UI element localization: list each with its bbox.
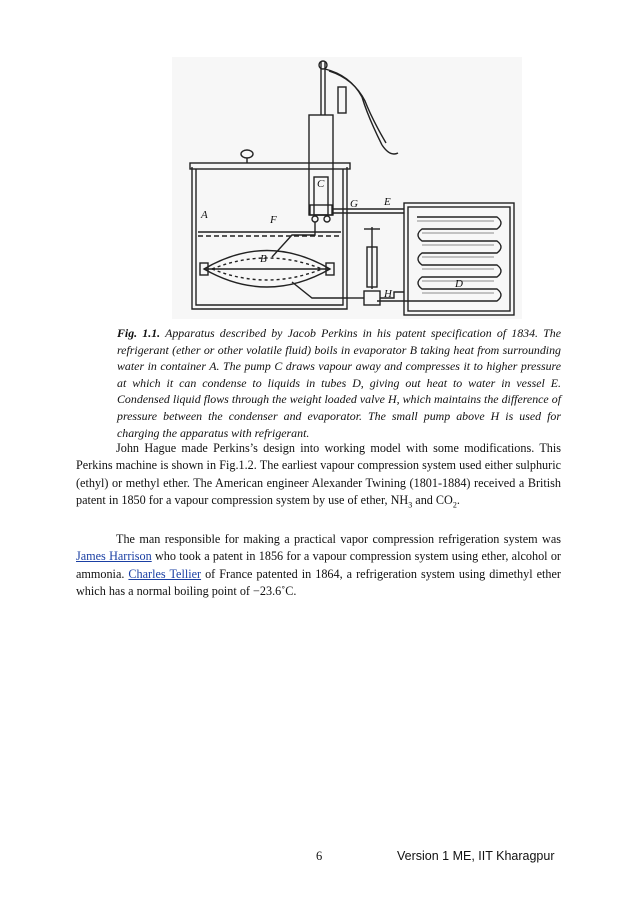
- link-charles-tellier[interactable]: Charles Tellier: [128, 566, 202, 581]
- label-e: E: [384, 196, 391, 208]
- p1-sub-co2: 2: [452, 500, 457, 510]
- caption-label: Fig. 1.1.: [117, 326, 161, 340]
- apparatus-illustration: [172, 57, 522, 319]
- p1-sub-nh3: 3: [408, 500, 413, 510]
- p1-text-c: .: [456, 492, 460, 507]
- label-d: D: [455, 278, 463, 290]
- paragraph-harrison: [76, 531, 561, 600]
- caption-text: Apparatus described by Jacob Perkins in his patent specification of 1834. The refrigerant (ether or other volatile fluid) boils in evaporator B taking heat from surrounding water in container A. The pump C draws vapour away and compresses it to higher pressure at which it can condense to liquids in tubes D, giving out heat to water in vessel E. Condensed liquid flows through the weight loaded valve H, which maintains the difference of pressure between the condenser and evaporator. The small pump above H is used for charging the apparatus with refrigerant.: [117, 326, 561, 440]
- figure-caption: [117, 325, 561, 441]
- link-james-harrison[interactable]: James Harrison: [76, 549, 152, 564]
- label-a: A: [201, 209, 208, 221]
- p1-text-a: John Hague made Perkins’s design into working model with some modifications. This Perkins machine is shown in Fig.1.2. The earliest vapour compression system used either sulphuric (ethyl) or methyl ether. The American engineer Alexander Twining (1801-1884) received a British patent in 1850 for a vapour compression system by use of ether, NH: [76, 441, 561, 507]
- label-c: C: [317, 178, 325, 190]
- paragraph-hague: [76, 440, 561, 509]
- p1-text-b: and CO: [412, 492, 453, 507]
- label-f: F: [270, 214, 277, 226]
- perkins-apparatus-figure: [172, 57, 522, 319]
- page-number: 6: [316, 849, 323, 863]
- label-h: H: [384, 288, 392, 300]
- p2-text-a: The man responsible for making a practical vapor compression refrigeration system was: [116, 532, 561, 546]
- p2-text-c: of France patented in 1864, a refrigeration system using dimethyl ether which has a normal boiling point of −23.6˚C.: [76, 566, 561, 598]
- label-g: G: [350, 198, 358, 210]
- label-b: B: [260, 253, 267, 265]
- footer-version: Version 1 ME, IIT Kharagpur: [397, 849, 555, 863]
- p2-text-b: who took a patent in 1856 for a vapour compression system using ether, alcohol or ammonia.: [76, 549, 561, 581]
